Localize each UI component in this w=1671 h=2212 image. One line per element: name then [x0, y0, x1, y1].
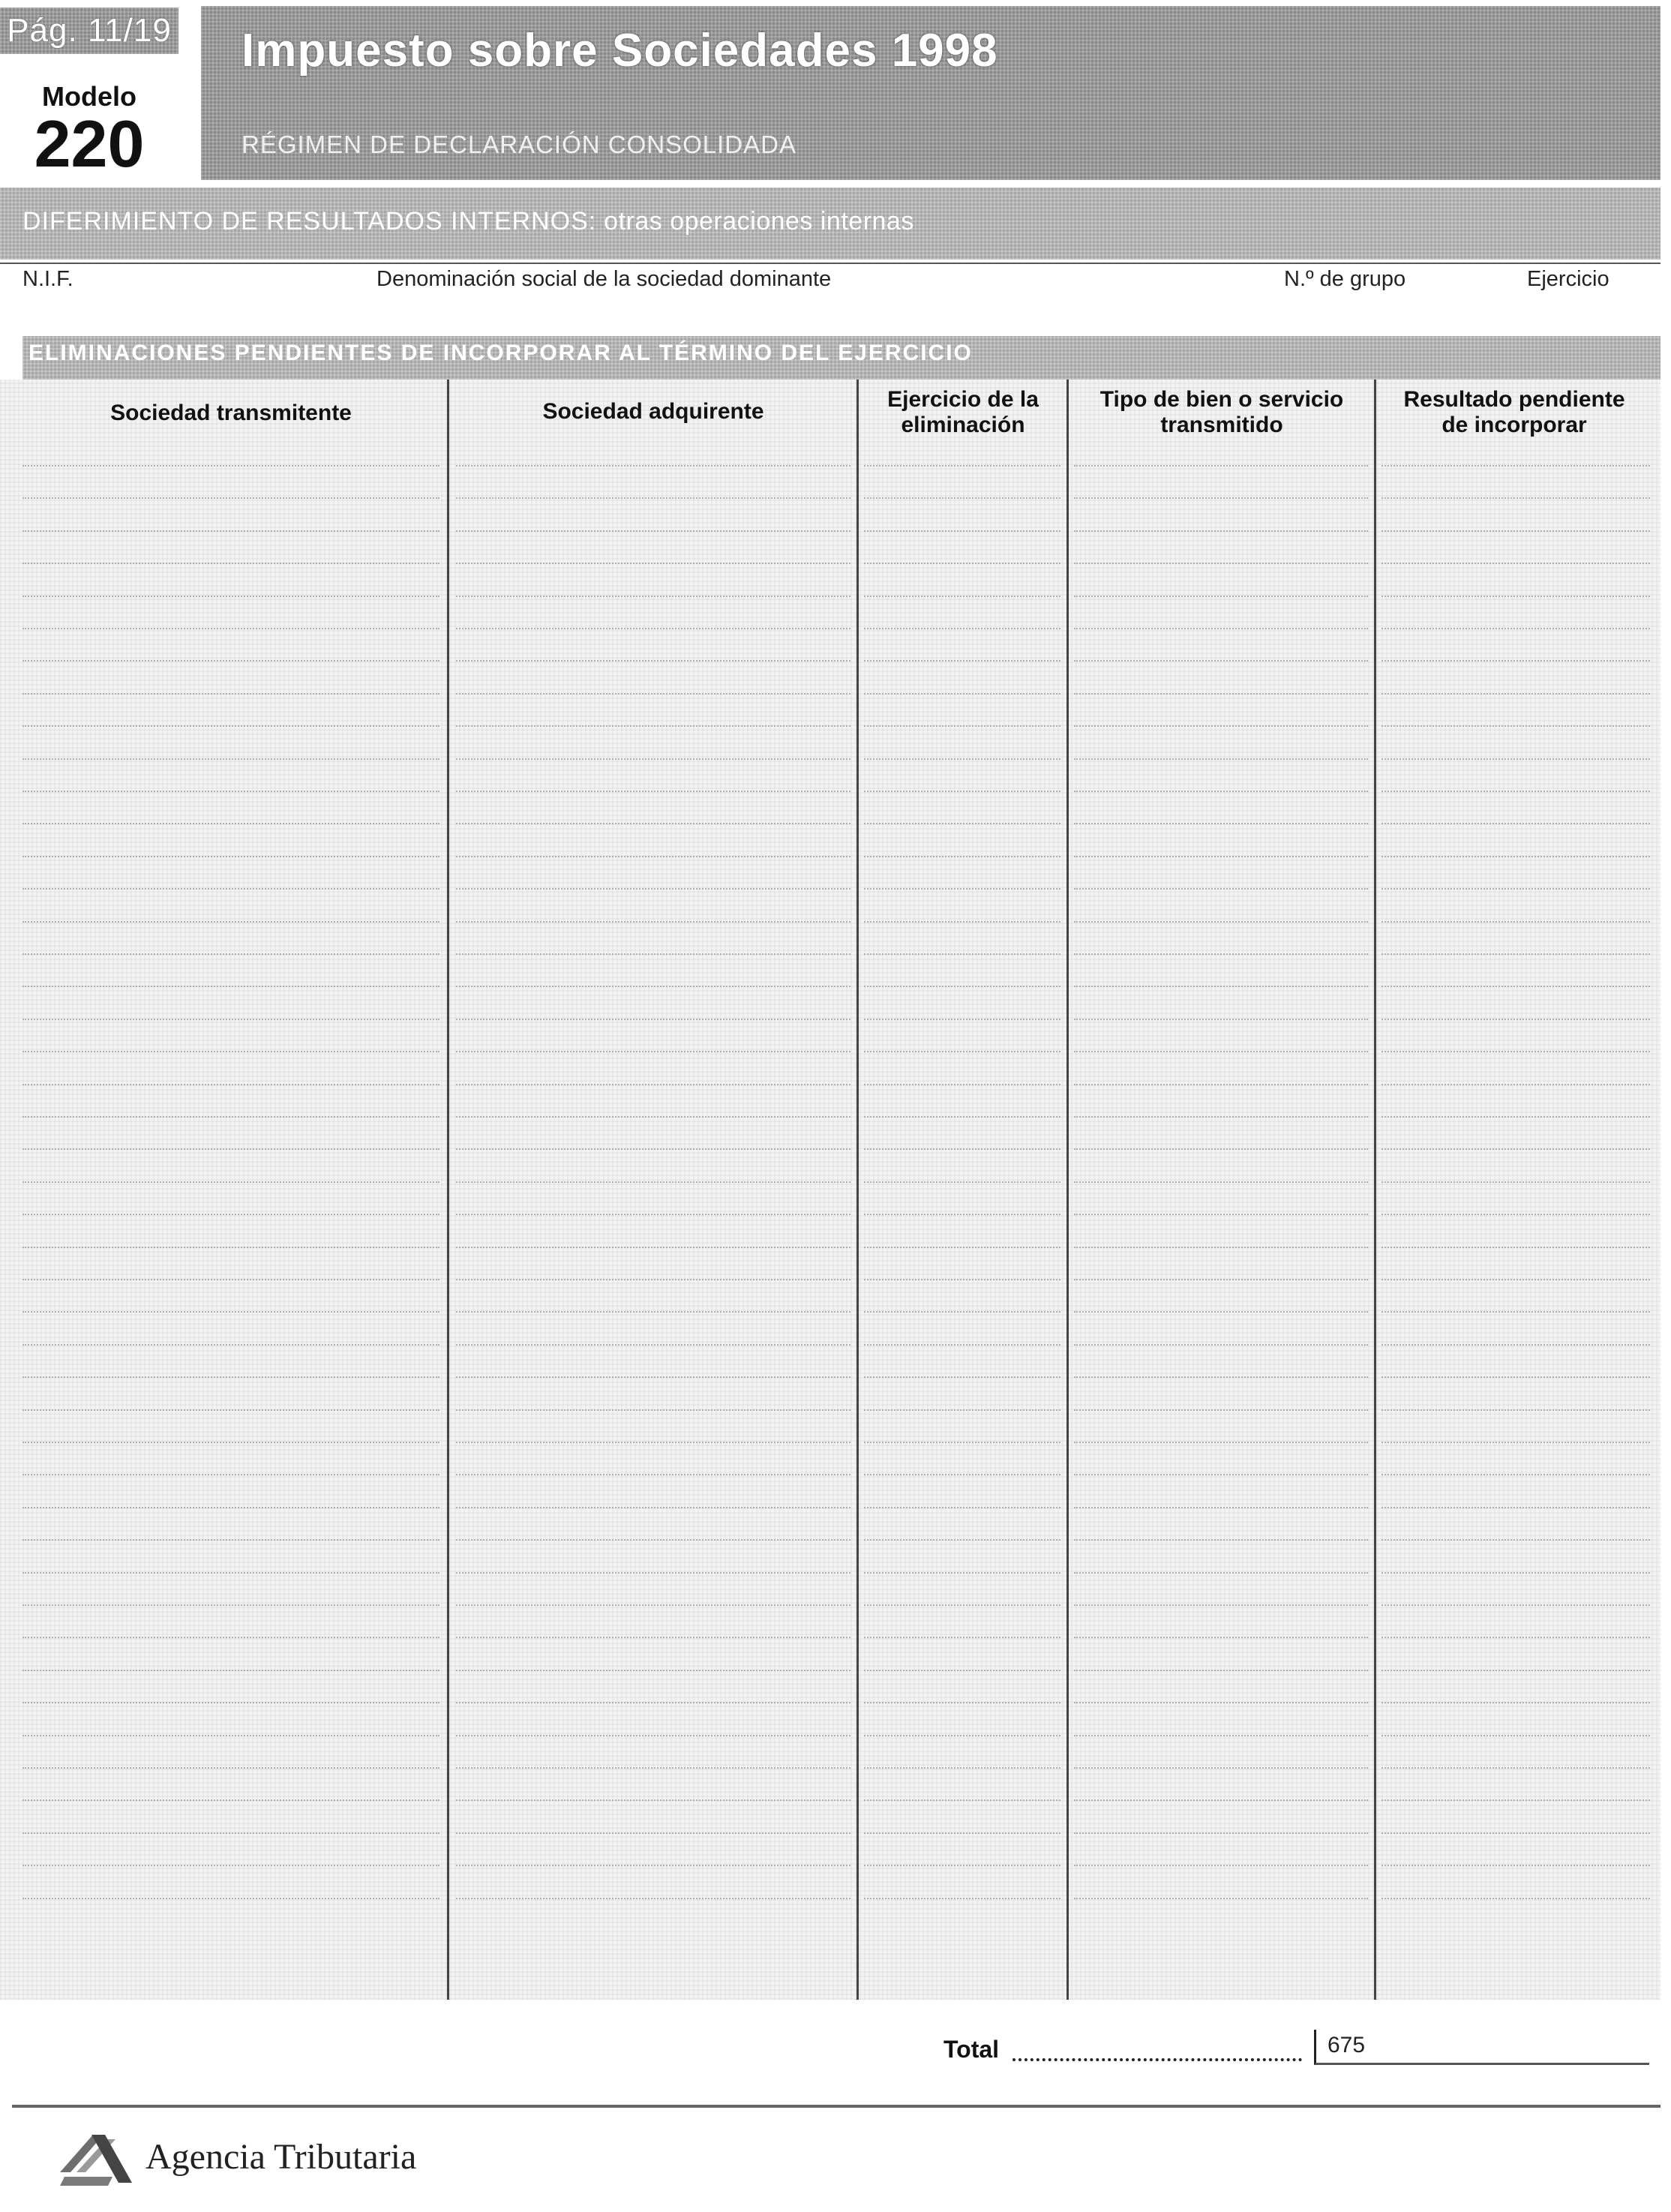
entry-line[interactable] — [1382, 693, 1650, 695]
entry-line[interactable] — [456, 497, 850, 499]
entry-line[interactable] — [864, 1214, 1060, 1215]
entry-line[interactable] — [864, 1572, 1060, 1574]
entry-line[interactable] — [22, 1247, 440, 1248]
column-header-ejercicio-eliminacion — [860, 387, 1066, 438]
entry-line[interactable] — [1382, 758, 1650, 760]
entry-line[interactable] — [1074, 856, 1368, 857]
entry-line[interactable] — [1382, 1474, 1650, 1475]
entry-line[interactable] — [22, 1702, 440, 1703]
entry-line[interactable] — [1382, 1799, 1650, 1801]
entry-line[interactable] — [1382, 1865, 1650, 1866]
entry-line[interactable] — [1382, 1767, 1650, 1769]
entry-line[interactable] — [864, 693, 1060, 695]
entry-line[interactable] — [1074, 1084, 1368, 1085]
total-leader-dots — [1012, 2058, 1302, 2061]
entry-line[interactable] — [456, 1311, 850, 1313]
entry-line[interactable] — [1382, 888, 1650, 890]
entry-line[interactable] — [22, 1051, 440, 1052]
column-header-resultado-pendiente — [1377, 387, 1652, 438]
page-number-text: Pág. 11/19 — [7, 12, 172, 49]
entry-line[interactable] — [1074, 1148, 1368, 1150]
entry-line[interactable] — [22, 725, 440, 727]
identification-divider — [0, 263, 1660, 264]
entry-line[interactable] — [1074, 1376, 1368, 1378]
ejercicio-label: Ejercicio — [1527, 267, 1610, 291]
entry-line[interactable] — [1382, 1148, 1650, 1150]
entry-line[interactable] — [1074, 497, 1368, 499]
entry-line[interactable] — [22, 953, 440, 955]
entry-line[interactable] — [456, 725, 850, 727]
entry-line[interactable] — [22, 823, 440, 824]
entry-line[interactable] — [1074, 1344, 1368, 1346]
entry-line[interactable] — [22, 1735, 440, 1736]
entry-line[interactable] — [456, 1116, 850, 1118]
entry-line[interactable] — [864, 1832, 1060, 1834]
entry-line[interactable] — [22, 596, 440, 597]
denominacion-label: Denominación social de la sociedad dominante — [376, 267, 832, 291]
section-title — [22, 207, 914, 236]
entry-line[interactable] — [1074, 953, 1368, 955]
entry-line[interactable] — [22, 758, 440, 760]
entry-line[interactable] — [1074, 1247, 1368, 1248]
entry-line[interactable] — [864, 1051, 1060, 1052]
entry-line[interactable] — [864, 1604, 1060, 1606]
entry-line[interactable] — [22, 1670, 440, 1671]
entry-line[interactable] — [864, 1799, 1060, 1801]
entry-line[interactable] — [1382, 725, 1650, 727]
entry-line[interactable] — [1382, 1670, 1650, 1671]
entry-line[interactable] — [456, 1898, 850, 1899]
entry-line[interactable] — [864, 628, 1060, 629]
entry-line[interactable] — [864, 953, 1060, 955]
entry-line[interactable] — [864, 1376, 1060, 1378]
nif-label: N.I.F. — [22, 267, 74, 291]
entry-line[interactable] — [1074, 1670, 1368, 1671]
entry-line[interactable] — [456, 1148, 850, 1150]
entry-line[interactable] — [1382, 1311, 1650, 1313]
entry-line[interactable] — [456, 693, 850, 695]
entry-line[interactable] — [456, 953, 850, 955]
entry-line[interactable] — [1074, 1311, 1368, 1313]
entry-line[interactable] — [1382, 1637, 1650, 1638]
entry-line[interactable] — [1074, 1116, 1368, 1118]
entry-line[interactable] — [456, 1409, 850, 1411]
entry-line[interactable] — [456, 1637, 850, 1638]
entry-line[interactable] — [1382, 921, 1650, 923]
entry-line[interactable] — [22, 986, 440, 987]
entry-line[interactable] — [456, 1702, 850, 1703]
entry-line[interactable] — [1074, 693, 1368, 695]
entry-line[interactable] — [1074, 1051, 1368, 1052]
form-title: Impuesto sobre Sociedades 1998 — [242, 25, 998, 77]
footer-divider — [12, 2105, 1660, 2108]
column-header-text: Ejercicio de la — [887, 387, 1039, 412]
entry-line[interactable] — [1382, 1344, 1650, 1346]
entry-line[interactable] — [456, 921, 850, 923]
entry-line[interactable] — [1382, 660, 1650, 662]
entry-line[interactable] — [864, 758, 1060, 760]
entry-line[interactable] — [456, 465, 850, 467]
entry-line[interactable] — [1074, 1474, 1368, 1475]
entry-line[interactable] — [1074, 1279, 1368, 1280]
column-header-text: Sociedad transmitente — [110, 401, 352, 425]
entry-line[interactable] — [864, 1474, 1060, 1475]
entry-line[interactable] — [1074, 1572, 1368, 1574]
entry-line[interactable] — [864, 465, 1060, 467]
entry-line[interactable] — [1382, 563, 1650, 564]
entry-line[interactable] — [1382, 1507, 1650, 1508]
footer-agency-name: Agencia Tributaria — [146, 2137, 417, 2177]
entry-line[interactable] — [22, 497, 440, 499]
entry-line[interactable] — [22, 1376, 440, 1378]
entry-line[interactable] — [1074, 1604, 1368, 1606]
entry-line[interactable] — [864, 1148, 1060, 1150]
entry-line[interactable] — [456, 563, 850, 564]
entry-line[interactable] — [456, 660, 850, 662]
entry-line[interactable] — [1382, 1019, 1650, 1020]
entry-line[interactable] — [1074, 1898, 1368, 1899]
entry-line[interactable] — [1074, 1865, 1368, 1866]
column-divider — [1374, 380, 1376, 2000]
modelo-number: 220 — [34, 107, 145, 181]
entry-line[interactable] — [22, 856, 440, 857]
entry-line[interactable] — [456, 1865, 850, 1866]
column-header-text: eliminación — [901, 413, 1025, 437]
entry-line[interactable] — [1382, 1604, 1650, 1606]
entry-line[interactable] — [22, 1604, 440, 1606]
entry-line[interactable] — [864, 856, 1060, 857]
entry-line[interactable] — [456, 986, 850, 987]
entry-line[interactable] — [1074, 530, 1368, 532]
entry-line[interactable] — [456, 1767, 850, 1769]
entry-line[interactable] — [864, 986, 1060, 987]
entry-line[interactable] — [22, 1409, 440, 1411]
entry-line[interactable] — [1382, 986, 1650, 987]
entry-line[interactable] — [456, 758, 850, 760]
entry-line[interactable] — [1382, 1832, 1650, 1834]
entry-line[interactable] — [22, 1019, 440, 1020]
column-header-text: transmitido — [1160, 413, 1283, 437]
entry-line[interactable] — [22, 660, 440, 662]
entry-line[interactable] — [1382, 791, 1650, 792]
entry-line[interactable] — [1382, 1735, 1650, 1736]
entry-line[interactable] — [864, 1865, 1060, 1866]
entry-line[interactable] — [456, 888, 850, 890]
entry-line[interactable] — [864, 1116, 1060, 1118]
entry-line[interactable] — [1074, 1409, 1368, 1411]
entry-line[interactable] — [864, 1735, 1060, 1736]
entry-line[interactable] — [1074, 1832, 1368, 1834]
entry-line[interactable] — [456, 1799, 850, 1801]
form-subtitle: RÉGIMEN DE DECLARACIÓN CONSOLIDADA — [242, 131, 796, 158]
entry-line[interactable] — [1074, 791, 1368, 792]
entry-line[interactable] — [456, 628, 850, 629]
entry-line[interactable] — [1074, 1181, 1368, 1183]
entry-line[interactable] — [864, 596, 1060, 597]
entry-line[interactable] — [22, 1767, 440, 1769]
entry-line[interactable] — [864, 1279, 1060, 1280]
section-title-upper: DIFERIMIENTO DE RESULTADOS INTERNOS: — [22, 207, 597, 236]
entry-line[interactable] — [22, 1148, 440, 1150]
entry-line[interactable] — [864, 823, 1060, 824]
entry-line[interactable] — [456, 1670, 850, 1671]
total-box-code: 675 — [1328, 2033, 1366, 2057]
section-title-lower: otras operaciones internas — [604, 207, 914, 236]
entry-line[interactable] — [22, 888, 440, 890]
entry-line[interactable] — [1382, 1051, 1650, 1052]
entry-line[interactable] — [1074, 1637, 1368, 1638]
entry-line[interactable] — [864, 921, 1060, 923]
entry-line[interactable] — [22, 921, 440, 923]
entry-line[interactable] — [864, 791, 1060, 792]
entry-line[interactable] — [1074, 1735, 1368, 1736]
entry-line[interactable] — [456, 1051, 850, 1052]
entry-line[interactable] — [1074, 986, 1368, 987]
entry-line[interactable] — [22, 1311, 440, 1313]
entry-line[interactable] — [1074, 1539, 1368, 1541]
entry-line[interactable] — [864, 1898, 1060, 1899]
entry-line[interactable] — [864, 1637, 1060, 1638]
entry-line[interactable] — [864, 1019, 1060, 1020]
entry-line[interactable] — [864, 660, 1060, 662]
entry-line[interactable] — [864, 1670, 1060, 1671]
entry-line[interactable] — [456, 1832, 850, 1834]
entry-line[interactable] — [456, 1507, 850, 1508]
entry-line[interactable] — [456, 1604, 850, 1606]
entry-line[interactable] — [864, 497, 1060, 499]
entry-line[interactable] — [1382, 1214, 1650, 1215]
entry-line[interactable] — [456, 1572, 850, 1574]
entry-line[interactable] — [1382, 465, 1650, 467]
entry-line[interactable] — [456, 596, 850, 597]
entry-line[interactable] — [1074, 725, 1368, 727]
entry-line[interactable] — [22, 1344, 440, 1346]
column-header-sociedad-adquirente — [450, 399, 856, 425]
entry-line[interactable] — [864, 1181, 1060, 1183]
entry-line[interactable] — [22, 1898, 440, 1899]
entry-line[interactable] — [22, 1832, 440, 1834]
entry-line[interactable] — [1074, 563, 1368, 564]
entry-line[interactable] — [1074, 465, 1368, 467]
column-header-text: de incorporar — [1442, 413, 1587, 437]
column-header-text: Resultado pendiente — [1403, 387, 1625, 412]
entry-line[interactable] — [1074, 1442, 1368, 1443]
entry-line[interactable] — [22, 1116, 440, 1118]
entry-line[interactable] — [22, 693, 440, 695]
entry-line[interactable] — [864, 1344, 1060, 1346]
entry-line[interactable] — [456, 1247, 850, 1248]
entry-line[interactable] — [1382, 1247, 1650, 1248]
column-header-text: Tipo de bien o servicio — [1100, 387, 1344, 412]
entry-line[interactable] — [1074, 921, 1368, 923]
entry-line[interactable] — [22, 1214, 440, 1215]
entry-line[interactable] — [22, 563, 440, 564]
entry-line[interactable] — [1382, 1572, 1650, 1574]
entry-line[interactable] — [864, 1539, 1060, 1541]
entry-line[interactable] — [1382, 596, 1650, 597]
entry-line[interactable] — [456, 1539, 850, 1541]
entry-line[interactable] — [1382, 1539, 1650, 1541]
entry-line[interactable] — [1382, 856, 1650, 857]
column-header-text: Sociedad adquirente — [542, 399, 764, 424]
entry-line[interactable] — [1074, 1702, 1368, 1703]
entry-line[interactable] — [864, 888, 1060, 890]
entry-line[interactable] — [864, 1507, 1060, 1508]
page-number-tag — [0, 8, 178, 54]
entry-line[interactable] — [22, 1474, 440, 1475]
entry-line[interactable] — [22, 1539, 440, 1541]
entry-line[interactable] — [456, 1344, 850, 1346]
entry-line[interactable] — [1382, 1898, 1650, 1899]
entry-line[interactable] — [456, 1181, 850, 1183]
entry-line[interactable] — [456, 1214, 850, 1215]
entry-line[interactable] — [1382, 1442, 1650, 1443]
entry-line[interactable] — [456, 1376, 850, 1378]
modelo-label: Modelo — [42, 81, 136, 112]
entry-line[interactable] — [1074, 823, 1368, 824]
entry-line[interactable] — [864, 1311, 1060, 1313]
entry-line[interactable] — [1382, 1702, 1650, 1703]
column-header-tipo-bien — [1070, 387, 1374, 438]
entry-line[interactable] — [456, 530, 850, 532]
entry-line[interactable] — [1074, 758, 1368, 760]
entry-line[interactable] — [456, 823, 850, 824]
column-divider — [856, 380, 859, 2000]
entry-line[interactable] — [1382, 1409, 1650, 1411]
entry-line[interactable] — [456, 1084, 850, 1085]
entry-line[interactable] — [22, 530, 440, 532]
entry-line[interactable] — [1382, 1279, 1650, 1280]
entry-line[interactable] — [1074, 888, 1368, 890]
entry-line[interactable] — [1074, 1019, 1368, 1020]
total-label: Total — [944, 2036, 1000, 2063]
column-divider — [1066, 380, 1069, 2000]
entry-line[interactable] — [456, 791, 850, 792]
entry-line[interactable] — [864, 563, 1060, 564]
entry-line[interactable] — [456, 1735, 850, 1736]
entry-line[interactable] — [1382, 1116, 1650, 1118]
entry-line[interactable] — [864, 1767, 1060, 1769]
entry-line[interactable] — [22, 465, 440, 467]
entry-line[interactable] — [1382, 530, 1650, 532]
entry-line[interactable] — [1074, 1507, 1368, 1508]
entry-line[interactable] — [22, 1507, 440, 1508]
entry-line[interactable] — [864, 1442, 1060, 1443]
entry-line[interactable] — [864, 1247, 1060, 1248]
entry-line[interactable] — [22, 1442, 440, 1443]
entry-line[interactable] — [1074, 1799, 1368, 1801]
entry-line[interactable] — [456, 1279, 850, 1280]
entry-line[interactable] — [22, 1799, 440, 1801]
agencia-tributaria-logo-icon — [60, 2129, 135, 2189]
entry-line[interactable] — [1074, 596, 1368, 597]
column-divider — [447, 380, 449, 2000]
entry-line[interactable] — [22, 1084, 440, 1085]
entry-line[interactable] — [1074, 1767, 1368, 1769]
entry-line[interactable] — [1074, 628, 1368, 629]
entry-line[interactable] — [456, 1474, 850, 1475]
entry-line[interactable] — [1382, 1376, 1650, 1378]
entry-line[interactable] — [22, 1637, 440, 1638]
entry-line[interactable] — [1382, 628, 1650, 629]
entry-line[interactable] — [456, 1019, 850, 1020]
entry-line[interactable] — [22, 1279, 440, 1280]
entry-line[interactable] — [22, 791, 440, 792]
entry-line[interactable] — [1382, 953, 1650, 955]
entry-line[interactable] — [456, 1442, 850, 1443]
entry-line[interactable] — [1074, 660, 1368, 662]
entry-line[interactable] — [864, 1084, 1060, 1085]
entry-line[interactable] — [22, 1572, 440, 1574]
entry-line[interactable] — [1382, 497, 1650, 499]
entry-line[interactable] — [864, 1702, 1060, 1703]
grupo-label: N.º de grupo — [1284, 267, 1406, 291]
entry-line[interactable] — [864, 530, 1060, 532]
column-header-sociedad-transmitente — [15, 401, 447, 426]
eliminations-title: ELIMINACIONES PENDIENTES DE INCORPORAR AL TÉRMINO DEL EJERCICIO — [28, 341, 973, 365]
entry-line[interactable] — [1074, 1214, 1368, 1215]
entry-line[interactable] — [22, 1181, 440, 1183]
entry-line[interactable] — [864, 1409, 1060, 1411]
entry-line[interactable] — [22, 628, 440, 629]
entry-line[interactable] — [864, 725, 1060, 727]
entry-line[interactable] — [1382, 1084, 1650, 1085]
eliminations-table — [0, 380, 1660, 2000]
entry-line[interactable] — [456, 856, 850, 857]
entry-line[interactable] — [1382, 1181, 1650, 1183]
entry-line[interactable] — [22, 1865, 440, 1866]
entry-line[interactable] — [1382, 823, 1650, 824]
